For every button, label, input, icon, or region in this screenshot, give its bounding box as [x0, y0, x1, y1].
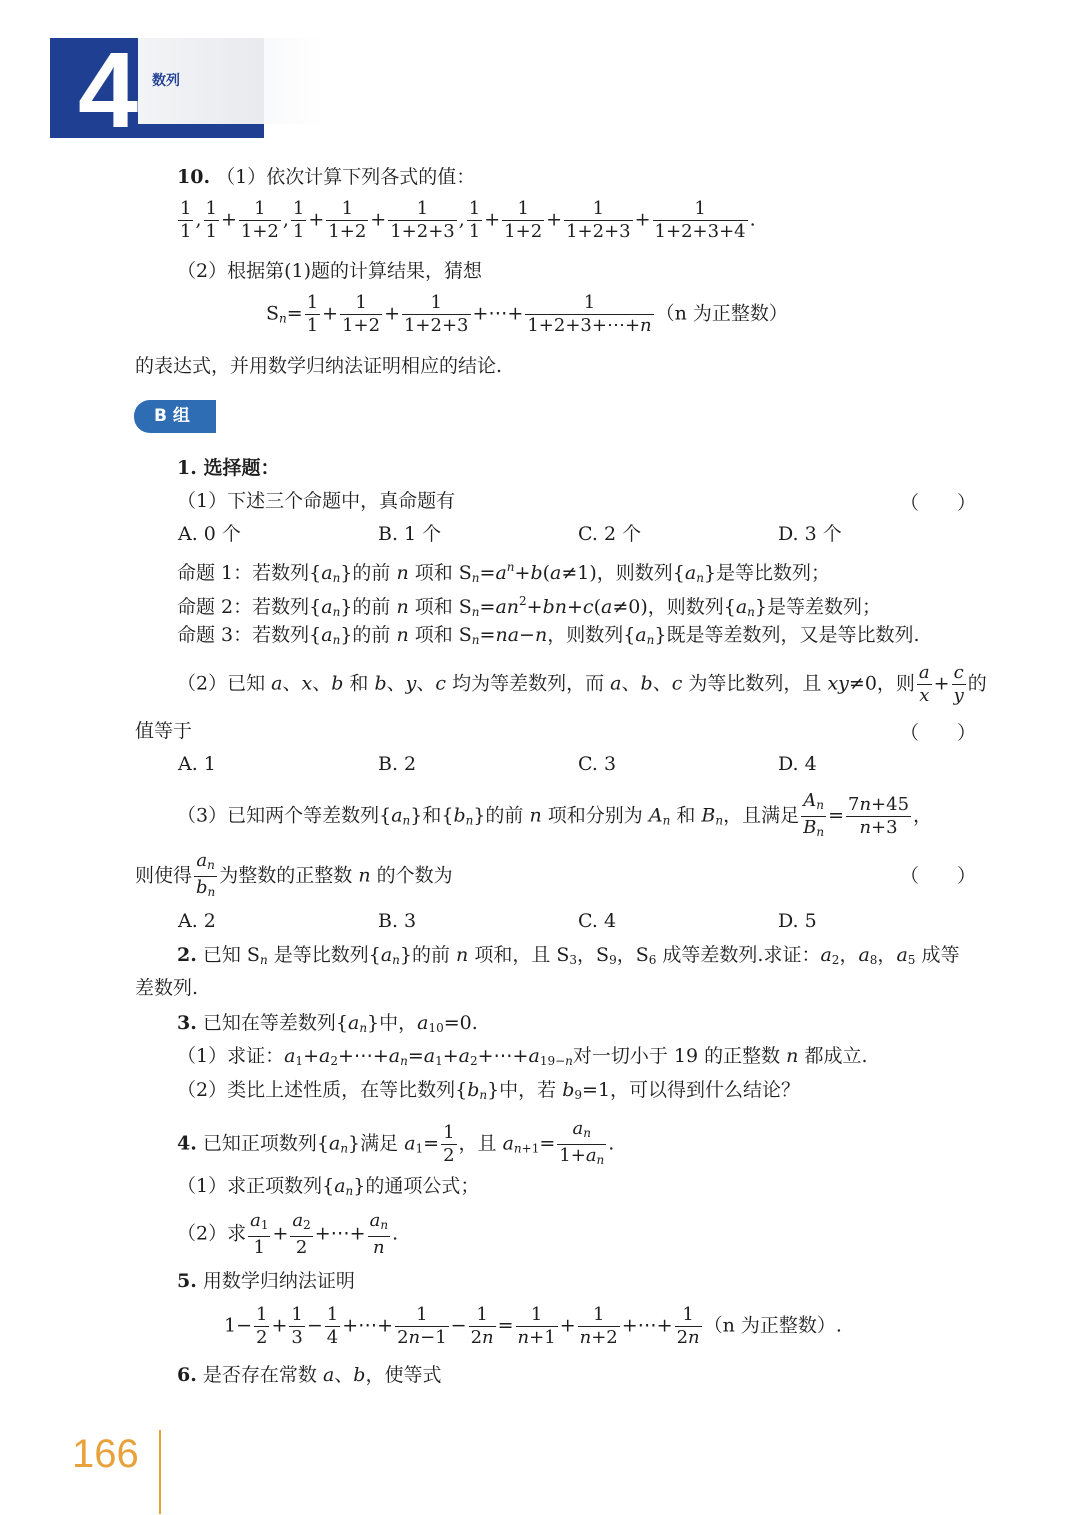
b1-q2-tail: 值等于	[135, 720, 193, 742]
page-number: 166	[72, 1432, 139, 1476]
b3-question: 3. 已知在等差数列$\{a_n\}$中，$a_{10}=0$.	[177, 1012, 478, 1035]
b4-part2: （2）求 $\frac{a_1}{1}$ + $\frac{a_2}{2}$ +⋯+ $\frac{a_n}{n}$ .	[177, 1210, 399, 1258]
b2-question-tail: 差数列.	[135, 977, 199, 999]
b1-q1-option-a: A. 0 个	[178, 523, 241, 545]
b1-q3-blank: （ ）	[900, 865, 977, 887]
b1-q3: （3）已知两个等差数列$\{a_n\}$和$\{b_n\}$的前 n 项和分别为 $A_n$ 和 $B_n$，且满足 $\frac{A_n}{B_n}$ = $\frac{7n+45}{n+3}$ ，	[177, 790, 933, 839]
group-badge: B 组	[134, 400, 216, 433]
b4-part1: （1）求正项数列$\{a_n\}$的通项公式；	[177, 1175, 480, 1198]
b5-formula: 1− $\frac{1}{2}$ + $\frac{1}{3}$ − $\frac{1}{4}$ +⋯+ $\frac{1}{2n-1}$ − $\frac{1}{2n}$ = $\frac{1}{n+1}$ + $\frac{1}{n+2}$ +⋯+ $\frac{1}{2n}$ （n 为正整数）.	[224, 1304, 842, 1348]
chapter-title: 数列	[152, 73, 180, 89]
chapter-banner-bar	[138, 124, 264, 138]
b1-proposition-3: 命题 3：若数列$\{a_n\}$的前 n 项和 $S_n=na-n$，则数列$\{a_n\}$既是等差数列，又是等比数列.	[177, 624, 920, 647]
q10-expressions: $\frac{1}{1}$ , $\frac{1}{1}$ + $\frac{1}{1+2}$ , $\frac{1}{1}$ + $\frac{1}{1+2}$ + $\frac{1}{1+2+3}$ , $\frac{1}{1}$ + $\frac{1}{1+2}$ + $\frac{1}{1+2+3}$ + $\frac{1}{1+2+3+4}$ .	[180, 198, 756, 242]
q10-part1: 10. （1）依次计算下列各式的值：	[177, 166, 476, 188]
b6-question: 6. 是否存在常数 a、b，使等式	[177, 1364, 442, 1386]
b1-q1-option-b: B. 1 个	[378, 523, 442, 545]
b1-q2: （2）已知 a、x、b 和 b、y、c 均为等差数列，而 a、b、c 为等比数列，且 xy≠0，则 $\frac{a}{x}$ + $\frac{c}{y}$ 的	[177, 662, 987, 706]
b1-q1: （1）下述三个命题中，真命题有	[177, 490, 456, 512]
b5-question: 5. 用数学归纳法证明	[177, 1270, 355, 1292]
b1-proposition-2: 命题 2：若数列$\{a_n\}$的前 n 项和 $S_n=an^2+bn+c(a\ne 0)$，则数列$\{a_n\}$是等差数列；	[177, 594, 881, 619]
b1-q3-tail: 则使得 $\frac{a_n}{b_n}$ 为整数的正整数 n 的个数为	[135, 850, 453, 899]
chapter-number: 4	[78, 29, 139, 150]
b1-q2-option-b: B. 2	[378, 753, 417, 775]
b2-question: 2. 已知 $S_n$ 是等比数列$\{a_n\}$的前 n 项和，且 $S_3$，$S_9$，$S_6$ 成等差数列.求证：$a_2$，$a_8$，$a_5$ 成等	[177, 944, 960, 967]
b1-title: 1. 选择题：	[177, 457, 280, 479]
b1-q3-option-c: C. 4	[578, 910, 617, 932]
b1-q1-blank: （ ）	[900, 492, 977, 514]
b1-q2-option-c: C. 3	[578, 753, 617, 775]
page-number-rule	[159, 1430, 161, 1514]
b1-q1-option-c: C. 2 个	[578, 523, 642, 545]
b4-question: 4. 已知正项数列$\{a_n\}$满足 $a_1=$ $\frac{1}{2}$ ，且 $a_{n+1}=$ $\frac{a_n}{1+a_n}$ .	[177, 1118, 615, 1167]
b1-q2-option-a: A. 1	[178, 753, 216, 775]
q10-part2-tail: 的表达式，并用数学归纳法证明相应的结论.	[135, 355, 503, 377]
b1-q2-blank: （ ）	[900, 722, 977, 744]
b3-part2: （2）类比上述性质，在等比数列$\{b_n\}$中，若 $b_9=1$，可以得到什么结论？	[177, 1079, 801, 1102]
b1-q2-option-d: D. 4	[778, 753, 817, 775]
b1-q3-option-b: B. 3	[378, 910, 417, 932]
b1-q1-option-d: D. 3 个	[778, 523, 842, 545]
b3-part1: （1）求证：$a_1+a_2+\cdots+a_n=a_1+a_2+\cdots+a_{19-n}$对一切小于 19 的正整数 n 都成立.	[177, 1045, 868, 1068]
q10-part2: （2）根据第(1)题的计算结果，猜想	[177, 260, 483, 282]
b1-proposition-1: 命题 1：若数列$\{a_n\}$的前 n 项和 $S_n=a^n+b(a\ne 1)$，则数列$\{a_n\}$是等比数列；	[177, 560, 831, 585]
b1-q3-option-a: A. 2	[178, 910, 216, 932]
q10-sn-formula: $S_n=$ $\frac{1}{1}$ + $\frac{1}{1+2}$ + $\frac{1}{1+2+3}$ +⋯+ $\frac{1}{1+2+3+\cdots+n}$ （n 为正整数）	[266, 292, 788, 336]
b1-q3-option-d: D. 5	[778, 910, 817, 932]
